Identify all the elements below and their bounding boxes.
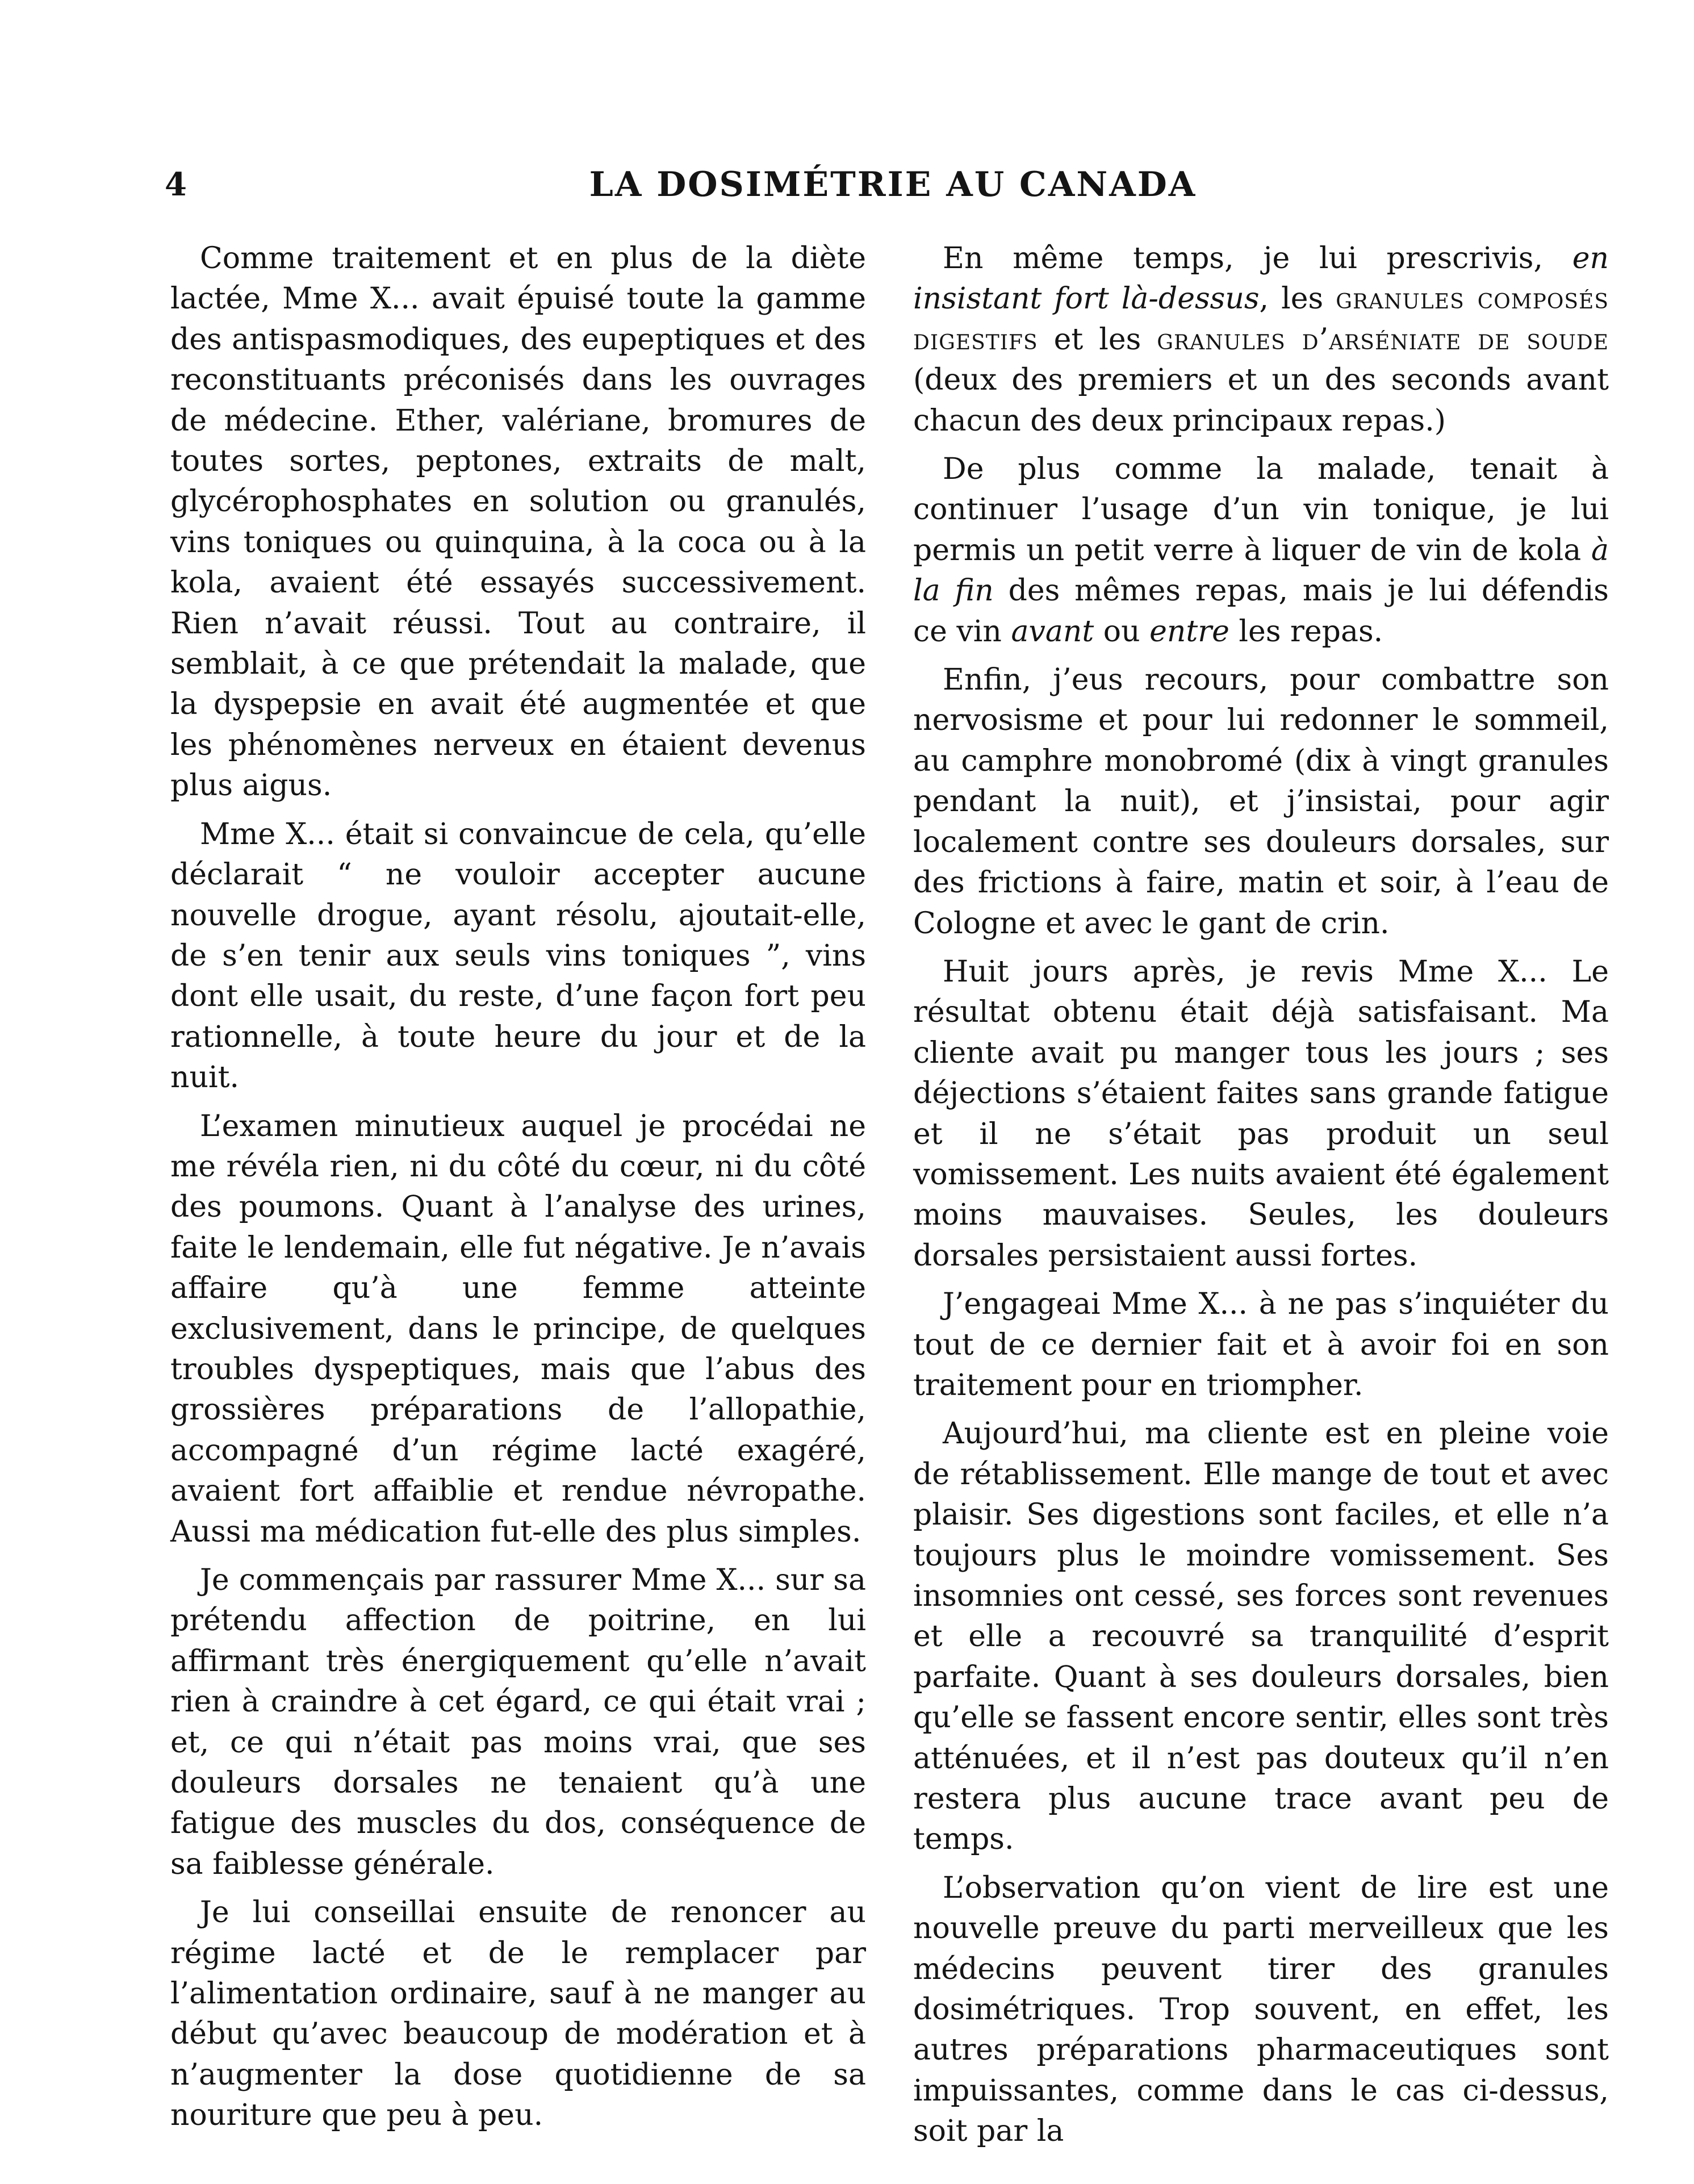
page-header [165, 162, 1621, 207]
text-run: (deux des premiers et un des seconds avant chacun des deux principaux repas.) [913, 363, 1609, 438]
paragraph: Mme X... était si convaincue de cela, qu’elle déclarait “ ne vouloir accepter aucune nouvelle drogue, ayant résolu, ajoutait-elle, de s’en tenir aux seuls vins toniques ”, vins dont elle usait, du reste, d’une façon fort peu rationnelle, à toute heure du jour et de la nuit. [170, 817, 866, 1095]
paragraph: L’examen minutieux auquel je procédai ne me révéla rien, ni du côté du cœur, ni du côté des poumons. Quant à l’analyse des urines, faite le lendemain, elle fut négative. Je n’avais affaire qu’à une femme atteinte exclusivement, dans le principe, de quelques troubles dyspeptiques, mais que l’abus des grossières préparations de l’allopathie, accompagné d’un régime lacté exagéré, avaient fort affaiblie et rendue névropathe. Aussi ma médication fut-elle des plus simples. [170, 1109, 866, 1549]
paragraph: Je lui conseillai ensuite de renoncer au régime lacté et de le remplacer par l’alimentation ordinaire, sauf à ne manger au début qu’avec beaucoup de modération et à n’augmenter la dose quotidienne de sa nouriture que peu à peu. [170, 1895, 866, 2133]
text-run: En même temps, je lui prescrivis, [943, 241, 1572, 275]
emphasis-text: avant [1011, 614, 1094, 649]
small-caps-text: granules composés digestifs [913, 282, 1609, 357]
paragraph: Huit jours après, je revis Mme X... Le résultat obtenu était déjà satisfaisant. Ma cliente avait pu manger tous les jours ; ses déjections s’étaient faites sans grande fatigue et il ne s’était pas produit un seul vomissement. Les nuits avaient été également moins mauvaises. Seules, les douleurs dorsales persistaient aussi fortes. [913, 954, 1609, 1273]
paragraph [913, 239, 1609, 441]
text-run: ou [1094, 614, 1150, 649]
paragraph: J’engageai Mme X... à ne pas s’inquiéter du tout de ce dernier fait et à avoir foi en son traitement pour en triompher. [913, 1287, 1609, 1402]
text-run: les repas. [1229, 614, 1383, 649]
emphasis-text: en insistant fort là-dessus [913, 241, 1609, 316]
paragraph: Je commençais par rassurer Mme X... sur sa prétendu affection de poitrine, en lui affirmant très énergiquement qu’elle n’avait rien à craindre à cet égard, ce qui était vrai ; et, ce qui n’était pas moins vrai, que ses douleurs dorsales ne tenaient qu’à une fatigue des muscles du dos, conséquence de sa faiblesse générale. [170, 1563, 866, 1881]
text-run: et les [1038, 322, 1157, 357]
paragraph: Comme traitement et en plus de la diète lactée, Mme X... avait épuisé toute la gamme des antispasmodiques, des eupeptiques et des reconstituants préconisés dans les ouvrages de médecine. Ether, valériane, bromures de toutes sortes, peptones, extraits de malt, glycérophosphates en solution ou granulés, vins toniques ou quinquina, à la coca ou à la kola, avaient été essayés successivement. Rien n’avait réussi. Tout au contraire, il semblait, à ce que prétendait la malade, que la dyspepsie en avait été augmentée et que les phénomènes nerveux en étaient devenus plus aigus. [170, 241, 866, 803]
paragraph: Aujourd’hui, ma cliente est en pleine voie de rétablissement. Elle mange de tout et avec plaisir. Ses digestions sont faciles, et elle n’a toujours plus le moindre vomissement. Ses insomnies ont cessé, ses forces sont revenues et elle a recouvré sa tranquilité d’esprit parfaite. Quant à ses douleurs dorsales, bien qu’elle se fassent encore sentir, elles sont très atténuées, et il n’est pas douteux qu’il n’en restera plus aucune trace avant peu de temps. [913, 1417, 1609, 1857]
left-column [170, 239, 866, 2144]
small-caps-text: granules d’arséniate de soude [1157, 322, 1609, 357]
right-column [913, 239, 1609, 2160]
text-run: des mêmes repas, mais je lui défendis ce vin [913, 574, 1609, 649]
paragraph: L’observation qu’on vient de lire est une nouvelle preuve du parti merveilleux que les médecins peuvent tirer des granules dosimétriques. Trop souvent, en effet, les autres préparations pharmaceutiques sont impuissantes, comme dans le cas ci-dessus, soit par la [913, 1870, 1609, 2149]
text-run: De plus comme la malade, tenait à continuer l’usage d’un vin tonique, je lui permis un petit verre à liquer de vin de kola [913, 452, 1609, 567]
page-number: 4 [165, 166, 187, 203]
text-run: , les [1259, 282, 1336, 316]
running-title: LA DOSIMÉTRIE AU CANADA [589, 165, 1197, 204]
paragraph [913, 449, 1609, 652]
emphasis-text: entre [1149, 614, 1229, 649]
emphasis-text: à la fin [913, 533, 1609, 608]
paragraph: Enfin, j’eus recours, pour combattre son nervosisme et pour lui redonner le sommeil, au camphre monobromé (dix à vingt granules pendant la nuit), et j’insistai, pour agir localement contre ses douleurs dorsales, sur des frictions à faire, matin et soir, à l’eau de Cologne et avec le gant de crin. [913, 663, 1609, 941]
